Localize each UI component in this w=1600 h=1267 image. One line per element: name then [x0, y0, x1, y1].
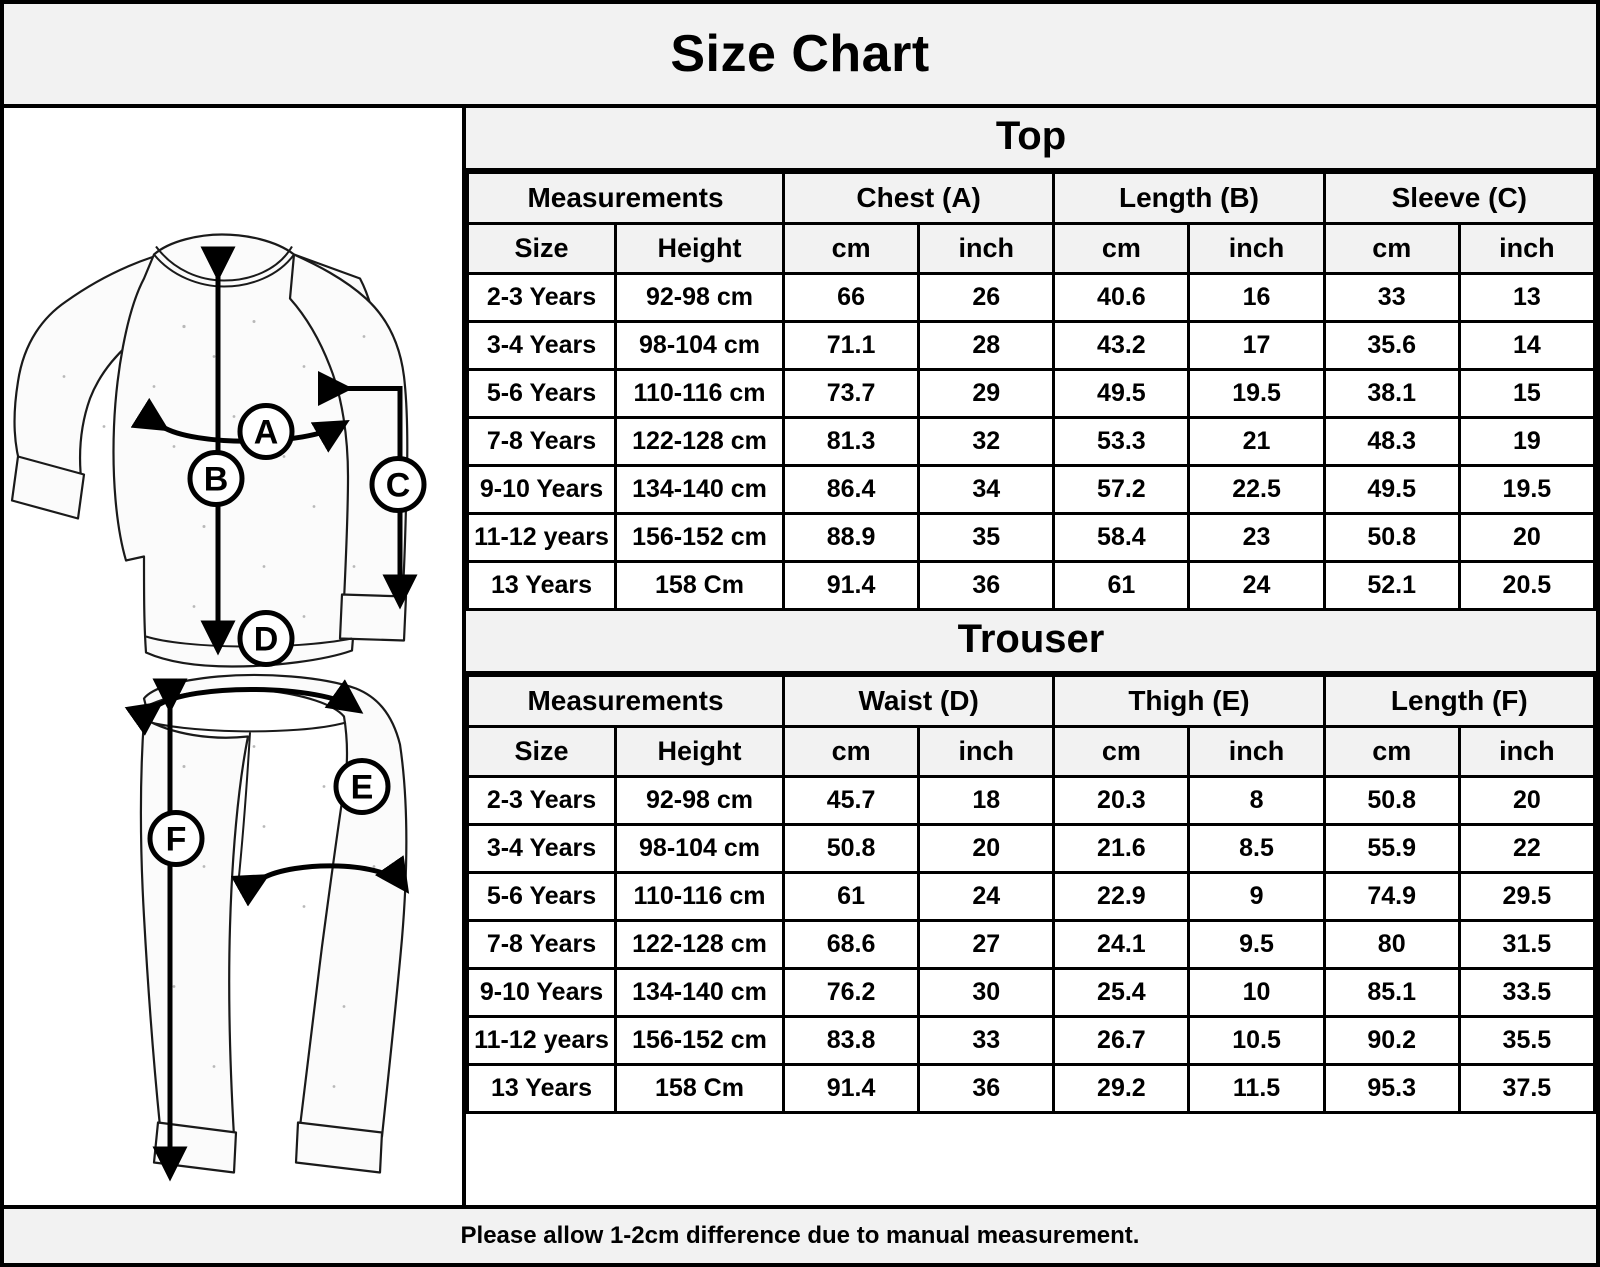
top-row-2-sleeve-cm: 38.1 [1324, 370, 1459, 418]
trouser-row-2-waist-inch: 24 [919, 873, 1054, 921]
top-header-chest-cm: cm [784, 224, 919, 274]
measurement-tables [466, 108, 1596, 1205]
trouser-group-header-row [468, 676, 1595, 727]
trouser-row-6-waist-cm: 91.4 [784, 1065, 919, 1113]
trouser-row-6-thigh-cm: 29.2 [1054, 1065, 1189, 1113]
top-row-5-height: 156-152 cm [616, 514, 784, 562]
trouser-row-2-length-inch: 29.5 [1459, 873, 1594, 921]
trouser-row-6-waist-inch: 36 [919, 1065, 1054, 1113]
table-row [468, 969, 1595, 1017]
top-group-length: Length (B) [1054, 173, 1324, 224]
top-row-6-height: 158 Cm [616, 562, 784, 610]
trouser-row-1-waist-cm: 50.8 [784, 825, 919, 873]
trouser-header-height: Height [616, 727, 784, 777]
top-header-size: Size [468, 224, 616, 274]
trouser-group-thigh: Thigh (E) [1054, 676, 1324, 727]
top-row-4-chest-inch: 34 [919, 466, 1054, 514]
trouser-row-4-length-inch: 33.5 [1459, 969, 1594, 1017]
top-row-3-height: 122-128 cm [616, 418, 784, 466]
marker-d [240, 613, 292, 665]
trouser-header-thigh-inch: inch [1189, 727, 1324, 777]
marker-b [190, 453, 242, 505]
table-row [468, 873, 1595, 921]
top-row-2-sleeve-inch: 15 [1459, 370, 1594, 418]
trouser-row-2-thigh-inch: 9 [1189, 873, 1324, 921]
trouser-row-1-height: 98-104 cm [616, 825, 784, 873]
top-row-1-length-cm: 43.2 [1054, 322, 1189, 370]
trouser-row-0-waist-cm: 45.7 [784, 777, 919, 825]
trouser-row-2-waist-cm: 61 [784, 873, 919, 921]
top-row-6-sleeve-inch: 20.5 [1459, 562, 1594, 610]
top-row-5-length-inch: 23 [1189, 514, 1324, 562]
table-row [468, 825, 1595, 873]
svg-text:E: E [350, 768, 374, 807]
chart-body [4, 108, 1596, 1205]
top-size-table [466, 171, 1596, 611]
top-row-0-sleeve-cm: 33 [1324, 274, 1459, 322]
page-title: Size Chart [670, 25, 930, 83]
table-row [468, 514, 1595, 562]
top-row-4-sleeve-inch: 19.5 [1459, 466, 1594, 514]
trouser-row-6-height: 158 Cm [616, 1065, 784, 1113]
top-group-header-row [468, 173, 1595, 224]
top-row-2-chest-cm: 73.7 [784, 370, 919, 418]
trouser-size-table [466, 674, 1596, 1114]
trouser-row-3-waist-inch: 27 [919, 921, 1054, 969]
top-row-2-chest-inch: 29 [919, 370, 1054, 418]
top-row-2-length-inch: 19.5 [1189, 370, 1324, 418]
trouser-row-5-thigh-cm: 26.7 [1054, 1017, 1189, 1065]
top-row-1-chest-cm: 71.1 [784, 322, 919, 370]
top-row-1-size: 3-4 Years [468, 322, 616, 370]
svg-text:A: A [253, 413, 279, 452]
svg-text:C: C [385, 466, 411, 505]
trouser-row-5-length-inch: 35.5 [1459, 1017, 1594, 1065]
top-group-chest: Chest (A) [784, 173, 1054, 224]
top-section-title: Top [466, 108, 1596, 171]
top-row-6-size: 13 Years [468, 562, 616, 610]
top-row-5-size: 11-12 years [468, 514, 616, 562]
garment-illustration [4, 108, 466, 1205]
trouser-row-4-thigh-inch: 10 [1189, 969, 1324, 1017]
top-row-2-height: 110-116 cm [616, 370, 784, 418]
top-row-5-sleeve-cm: 50.8 [1324, 514, 1459, 562]
top-row-3-size: 7-8 Years [468, 418, 616, 466]
top-row-4-length-inch: 22.5 [1189, 466, 1324, 514]
top-row-5-sleeve-inch: 20 [1459, 514, 1594, 562]
top-row-3-length-cm: 53.3 [1054, 418, 1189, 466]
trouser-row-2-height: 110-116 cm [616, 873, 784, 921]
trouser-row-6-length-inch: 37.5 [1459, 1065, 1594, 1113]
table-row [468, 921, 1595, 969]
trouser-row-4-length-cm: 85.1 [1324, 969, 1459, 1017]
top-unit-header-row [468, 224, 1595, 274]
top-row-0-length-cm: 40.6 [1054, 274, 1189, 322]
top-row-5-chest-cm: 88.9 [784, 514, 919, 562]
page-title-bar [4, 4, 1596, 108]
trouser-row-5-thigh-inch: 10.5 [1189, 1017, 1324, 1065]
table-row [468, 562, 1595, 610]
marker-c [372, 459, 424, 511]
trouser-row-2-length-cm: 74.9 [1324, 873, 1459, 921]
top-row-2-size: 5-6 Years [468, 370, 616, 418]
trouser-row-3-waist-cm: 68.6 [784, 921, 919, 969]
trouser-row-3-length-cm: 80 [1324, 921, 1459, 969]
top-row-4-size: 9-10 Years [468, 466, 616, 514]
trouser-row-0-size: 2-3 Years [468, 777, 616, 825]
table-row [468, 777, 1595, 825]
trouser-row-0-height: 92-98 cm [616, 777, 784, 825]
table-row [468, 418, 1595, 466]
top-row-6-sleeve-cm: 52.1 [1324, 562, 1459, 610]
svg-text:D: D [253, 620, 279, 659]
trouser-row-5-length-cm: 90.2 [1324, 1017, 1459, 1065]
top-row-4-length-cm: 57.2 [1054, 466, 1189, 514]
trouser-row-4-height: 134-140 cm [616, 969, 784, 1017]
top-row-1-sleeve-cm: 35.6 [1324, 322, 1459, 370]
trouser-row-5-waist-cm: 83.8 [784, 1017, 919, 1065]
svg-text:F: F [165, 820, 187, 859]
trouser-row-3-thigh-inch: 9.5 [1189, 921, 1324, 969]
pyjama-diagram [4, 108, 462, 1205]
top-row-6-chest-inch: 36 [919, 562, 1054, 610]
table-row [468, 274, 1595, 322]
table-row [468, 1017, 1595, 1065]
top-row-0-sleeve-inch: 13 [1459, 274, 1594, 322]
trouser-measurements-header: Measurements [468, 676, 784, 727]
trouser-row-0-thigh-inch: 8 [1189, 777, 1324, 825]
top-row-4-height: 134-140 cm [616, 466, 784, 514]
trouser-row-0-length-cm: 50.8 [1324, 777, 1459, 825]
trouser-section-title: Trouser [466, 611, 1596, 674]
trouser-row-2-thigh-cm: 22.9 [1054, 873, 1189, 921]
top-row-1-chest-inch: 28 [919, 322, 1054, 370]
trouser-header-waist-cm: cm [784, 727, 919, 777]
trouser-row-6-length-cm: 95.3 [1324, 1065, 1459, 1113]
top-row-0-chest-inch: 26 [919, 274, 1054, 322]
trouser-row-3-length-inch: 31.5 [1459, 921, 1594, 969]
top-row-2-length-cm: 49.5 [1054, 370, 1189, 418]
top-row-1-sleeve-inch: 14 [1459, 322, 1594, 370]
marker-e [336, 761, 388, 813]
footer-note: Please allow 1-2cm difference due to manual measurement. [460, 1222, 1140, 1249]
top-row-3-sleeve-inch: 19 [1459, 418, 1594, 466]
top-header-length-cm: cm [1054, 224, 1189, 274]
trouser-row-3-thigh-cm: 24.1 [1054, 921, 1189, 969]
top-row-0-height: 92-98 cm [616, 274, 784, 322]
trouser-row-0-length-inch: 20 [1459, 777, 1594, 825]
trouser-row-4-thigh-cm: 25.4 [1054, 969, 1189, 1017]
marker-f [150, 813, 202, 865]
trouser-row-0-waist-inch: 18 [919, 777, 1054, 825]
footer-note-bar [4, 1205, 1596, 1263]
trouser-unit-header-row [468, 727, 1595, 777]
trouser-row-5-waist-inch: 33 [919, 1017, 1054, 1065]
top-header-sleeve-inch: inch [1459, 224, 1594, 274]
top-row-0-length-inch: 16 [1189, 274, 1324, 322]
trouser-row-2-size: 5-6 Years [468, 873, 616, 921]
top-row-6-length-cm: 61 [1054, 562, 1189, 610]
top-row-3-chest-cm: 81.3 [784, 418, 919, 466]
trouser-header-waist-inch: inch [919, 727, 1054, 777]
top-row-3-length-inch: 21 [1189, 418, 1324, 466]
top-row-1-length-inch: 17 [1189, 322, 1324, 370]
table-row [468, 466, 1595, 514]
trouser-header-thigh-cm: cm [1054, 727, 1189, 777]
trouser-row-1-thigh-cm: 21.6 [1054, 825, 1189, 873]
trouser-row-3-size: 7-8 Years [468, 921, 616, 969]
top-header-height: Height [616, 224, 784, 274]
top-row-1-height: 98-104 cm [616, 322, 784, 370]
table-row [468, 370, 1595, 418]
trouser-row-1-length-inch: 22 [1459, 825, 1594, 873]
marker-a [240, 406, 292, 458]
top-group-sleeve: Sleeve (C) [1324, 173, 1594, 224]
top-row-6-chest-cm: 91.4 [784, 562, 919, 610]
top-header-length-inch: inch [1189, 224, 1324, 274]
trouser-group-length: Length (F) [1324, 676, 1594, 727]
top-row-3-sleeve-cm: 48.3 [1324, 418, 1459, 466]
top-row-5-chest-inch: 35 [919, 514, 1054, 562]
top-row-4-sleeve-cm: 49.5 [1324, 466, 1459, 514]
trouser-header-length-inch: inch [1459, 727, 1594, 777]
trouser-row-4-size: 9-10 Years [468, 969, 616, 1017]
top-row-6-length-inch: 24 [1189, 562, 1324, 610]
trouser-row-4-waist-inch: 30 [919, 969, 1054, 1017]
trouser-row-0-thigh-cm: 20.3 [1054, 777, 1189, 825]
top-row-5-length-cm: 58.4 [1054, 514, 1189, 562]
top-header-sleeve-cm: cm [1324, 224, 1459, 274]
trouser-row-6-size: 13 Years [468, 1065, 616, 1113]
svg-text:B: B [203, 460, 229, 499]
top-row-0-chest-cm: 66 [784, 274, 919, 322]
trouser-row-5-size: 11-12 years [468, 1017, 616, 1065]
table-row [468, 322, 1595, 370]
top-measurements-header: Measurements [468, 173, 784, 224]
trouser-row-5-height: 156-152 cm [616, 1017, 784, 1065]
trouser-row-1-thigh-inch: 8.5 [1189, 825, 1324, 873]
trouser-row-3-height: 122-128 cm [616, 921, 784, 969]
trouser-row-1-length-cm: 55.9 [1324, 825, 1459, 873]
trouser-row-6-thigh-inch: 11.5 [1189, 1065, 1324, 1113]
trouser-row-4-waist-cm: 76.2 [784, 969, 919, 1017]
top-row-0-size: 2-3 Years [468, 274, 616, 322]
top-header-chest-inch: inch [919, 224, 1054, 274]
table-row [468, 1065, 1595, 1113]
top-row-4-chest-cm: 86.4 [784, 466, 919, 514]
trouser-row-1-size: 3-4 Years [468, 825, 616, 873]
trouser-header-size: Size [468, 727, 616, 777]
trouser-header-length-cm: cm [1324, 727, 1459, 777]
trouser-garment-drawing [141, 675, 406, 1173]
trouser-group-waist: Waist (D) [784, 676, 1054, 727]
trouser-row-1-waist-inch: 20 [919, 825, 1054, 873]
top-row-3-chest-inch: 32 [919, 418, 1054, 466]
top-garment-drawing [12, 235, 407, 667]
